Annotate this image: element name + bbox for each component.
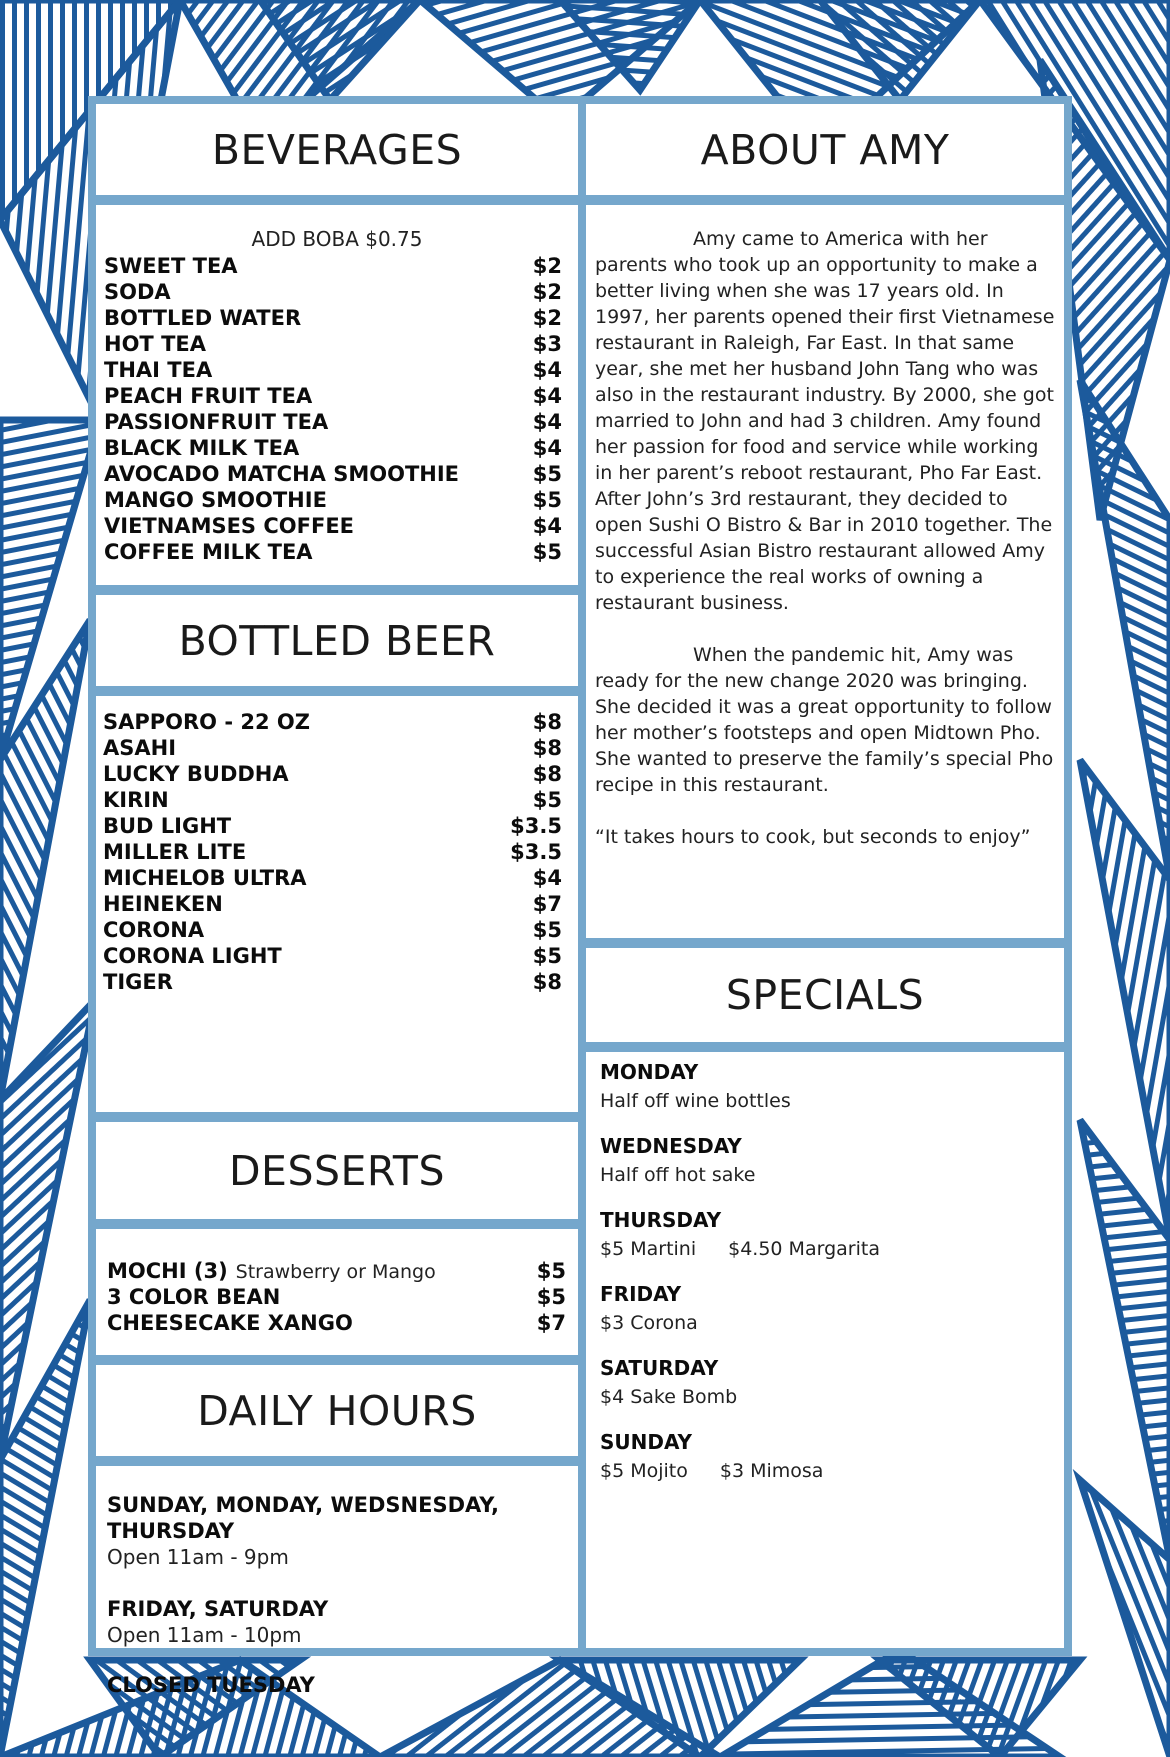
item-name: KIRIN (103, 788, 169, 812)
special-deal-2: $4.50 Margarita (728, 1238, 880, 1260)
item-name: PASSIONFRUIT TEA (104, 410, 329, 434)
item-price: $3 (532, 332, 562, 356)
special-item (600, 1060, 1050, 1112)
beer-row (103, 735, 562, 761)
special-deal-1: $3 Corona (600, 1312, 698, 1334)
beer-title: BOTTLED BEER (178, 616, 496, 665)
hours-time-1: Open 11am - 9pm (107, 1545, 289, 1569)
beer-row (103, 787, 562, 813)
item-name: LUCKY BUDDHA (103, 762, 289, 786)
beverage-row (104, 253, 562, 279)
item-name: SWEET TEA (104, 254, 238, 278)
item-price: $7 (532, 892, 562, 916)
special-day: WEDNESDAY (600, 1134, 742, 1158)
hours-days-2: FRIDAY, SATURDAY (107, 1597, 329, 1621)
dessert-name: MOCHI (3) (107, 1259, 228, 1283)
special-deal (600, 1386, 1050, 1408)
item-price: $5 (532, 462, 562, 486)
dessert-name: CHEESECAKE XANGO (107, 1311, 353, 1335)
item-price: $8 (532, 710, 562, 734)
beverages-header (96, 104, 578, 195)
hours-section (96, 1466, 578, 1697)
specials-header (586, 948, 1064, 1042)
item-name: COFFEE MILK TEA (104, 540, 313, 564)
item-name: MICHELOB ULTRA (103, 866, 307, 890)
hours-time-2: Open 11am - 10pm (107, 1623, 302, 1647)
about-title: ABOUT AMY (700, 125, 950, 174)
item-price: $4 (532, 436, 562, 460)
item-name: CORONA LIGHT (103, 944, 282, 968)
beer-section (96, 696, 578, 1112)
item-price: $5 (532, 944, 562, 968)
item-price: $3.5 (510, 814, 562, 838)
special-item (600, 1430, 1050, 1482)
item-price: $2 (532, 280, 562, 304)
dessert-price: $7 (536, 1311, 566, 1335)
item-price: $2 (532, 306, 562, 330)
item-price: $2 (532, 254, 562, 278)
specials-section (586, 1052, 1064, 1648)
special-day: SUNDAY (600, 1430, 693, 1454)
beer-row (103, 969, 562, 995)
item-price: $5 (532, 540, 562, 564)
item-price: $5 (532, 918, 562, 942)
beverage-row (104, 279, 562, 305)
item-name: HOT TEA (104, 332, 206, 356)
beer-row (103, 709, 562, 735)
special-deal-1: $5 Martini (600, 1238, 697, 1260)
item-price: $8 (532, 736, 562, 760)
beer-row (103, 943, 562, 969)
special-day: SATURDAY (600, 1356, 719, 1380)
hours-days-1: SUNDAY, MONDAY, WEDSNESDAY, THURSDAY (107, 1493, 499, 1543)
special-day: THURSDAY (600, 1208, 722, 1232)
dessert-row (107, 1284, 566, 1310)
dessert-row (107, 1310, 566, 1336)
special-deal (600, 1164, 1050, 1186)
special-item (600, 1282, 1050, 1334)
item-name: SAPPORO - 22 OZ (103, 710, 310, 734)
closed-day: CLOSED TUESDAY (107, 1673, 315, 1697)
item-name: BLACK MILK TEA (104, 436, 300, 460)
dessert-name: 3 COLOR BEAN (107, 1285, 281, 1309)
item-name: THAI TEA (104, 358, 213, 382)
dessert-label (107, 1284, 280, 1310)
special-deal-1: $4 Sake Bomb (600, 1386, 738, 1408)
about-header (586, 104, 1064, 195)
special-item (600, 1356, 1050, 1408)
beer-header (96, 595, 578, 686)
special-deal (600, 1312, 1050, 1334)
about-quote: “It takes hours to cook, but seconds to enjoy” (595, 826, 1031, 848)
item-price: $3.5 (510, 840, 562, 864)
desserts-header (96, 1122, 578, 1219)
item-price: $4 (532, 384, 562, 408)
beer-row (103, 839, 562, 865)
item-price: $8 (532, 970, 562, 994)
hours-title: DAILY HOURS (197, 1386, 477, 1435)
beverage-row (104, 461, 562, 487)
item-name: AVOCADO MATCHA SMOOTHIE (104, 462, 460, 486)
item-price: $5 (532, 488, 562, 512)
item-price: $8 (532, 762, 562, 786)
beer-row (103, 891, 562, 917)
item-price: $4 (532, 410, 562, 434)
desserts-section (96, 1229, 578, 1355)
beverages-section (96, 205, 578, 585)
specials-title: SPECIALS (725, 971, 925, 1019)
specials-list (600, 1060, 1050, 1482)
about-paragraph-2: When the pandemic hit, Amy was ready for the new change 2020 was bringing. She decided it was a great opportunity to follow her mother’s footsteps and open Midtown Pho. She wanted to preserve the family’s special Pho recipe in this restaurant. (595, 644, 1054, 796)
item-name: PEACH FRUIT TEA (104, 384, 313, 408)
special-deal-2: $3 Mimosa (719, 1460, 824, 1482)
item-name: CORONA (103, 918, 205, 942)
beverages-title: BEVERAGES (211, 125, 463, 174)
item-name: HEINEKEN (103, 892, 223, 916)
beverage-row (104, 357, 562, 383)
desserts-list (96, 1258, 578, 1336)
item-name: MANGO SMOOTHIE (104, 488, 327, 512)
dessert-label (107, 1258, 436, 1285)
beer-row (103, 813, 562, 839)
beverage-row (104, 305, 562, 331)
boba-note: ADD BOBA $0.75 (251, 227, 423, 251)
special-deal-1: Half off wine bottles (600, 1090, 791, 1112)
item-price: $4 (532, 514, 562, 538)
special-item (600, 1134, 1050, 1186)
beverage-row (104, 331, 562, 357)
hatched-triangle (1080, 1480, 1170, 1757)
beer-list (96, 709, 578, 995)
special-deal-1: Half off hot sake (600, 1164, 756, 1186)
special-day: FRIDAY (600, 1282, 682, 1306)
beer-row (103, 917, 562, 943)
item-name: ASAHI (103, 736, 177, 760)
item-name: BOTTLED WATER (104, 306, 302, 330)
about-section (586, 205, 1064, 938)
item-price: $4 (532, 866, 562, 890)
menu-frame (88, 96, 1072, 1697)
special-deal (600, 1090, 1050, 1112)
about-paragraph-1: Amy came to America with her parents who took up an opportunity to make a better living when she was 17 years old. In 1997, her parents opened their first Vietnamese restaurant in Raleigh, Far East. In that same year, she met her husband John Tang who was also in the restaurant industry. By 2000, she got married to John and had 3 children. Amy found her passion for food and service while working in her parent’s reboot restaurant, Pho Far East. After John’s 3rd restaurant, they decided to open Sushi O Bistro & Bar in 2010 together. The successful Asian Bistro restaurant allowed Amy to experience the real works of owning a restaurant business. (595, 228, 1055, 614)
item-price: $4 (532, 358, 562, 382)
special-item (600, 1208, 1050, 1260)
dessert-price: $5 (536, 1259, 566, 1283)
beverage-row (104, 383, 562, 409)
special-deal (600, 1238, 1050, 1260)
beverage-row (104, 409, 562, 435)
beer-row (103, 761, 562, 787)
dessert-row (107, 1258, 566, 1284)
beverage-row (104, 487, 562, 513)
item-name: MILLER LITE (103, 840, 247, 864)
item-name: TIGER (103, 970, 173, 994)
beverage-row (104, 513, 562, 539)
beverages-list (96, 253, 578, 565)
special-day: MONDAY (600, 1060, 699, 1084)
item-name: BUD LIGHT (103, 814, 232, 838)
beverage-row (104, 539, 562, 565)
dessert-note: Strawberry or Mango (235, 1261, 436, 1283)
special-deal (600, 1460, 1050, 1482)
item-price: $5 (532, 788, 562, 812)
item-name: SODA (104, 280, 171, 304)
dessert-label (107, 1310, 353, 1336)
special-deal-1: $5 Mojito (600, 1460, 688, 1482)
beer-row (103, 865, 562, 891)
beverage-row (104, 435, 562, 461)
hours-header (96, 1365, 578, 1456)
dessert-price: $5 (536, 1285, 566, 1309)
desserts-title: DESSERTS (228, 1146, 445, 1195)
item-name: VIETNAMSES COFFEE (104, 514, 355, 538)
